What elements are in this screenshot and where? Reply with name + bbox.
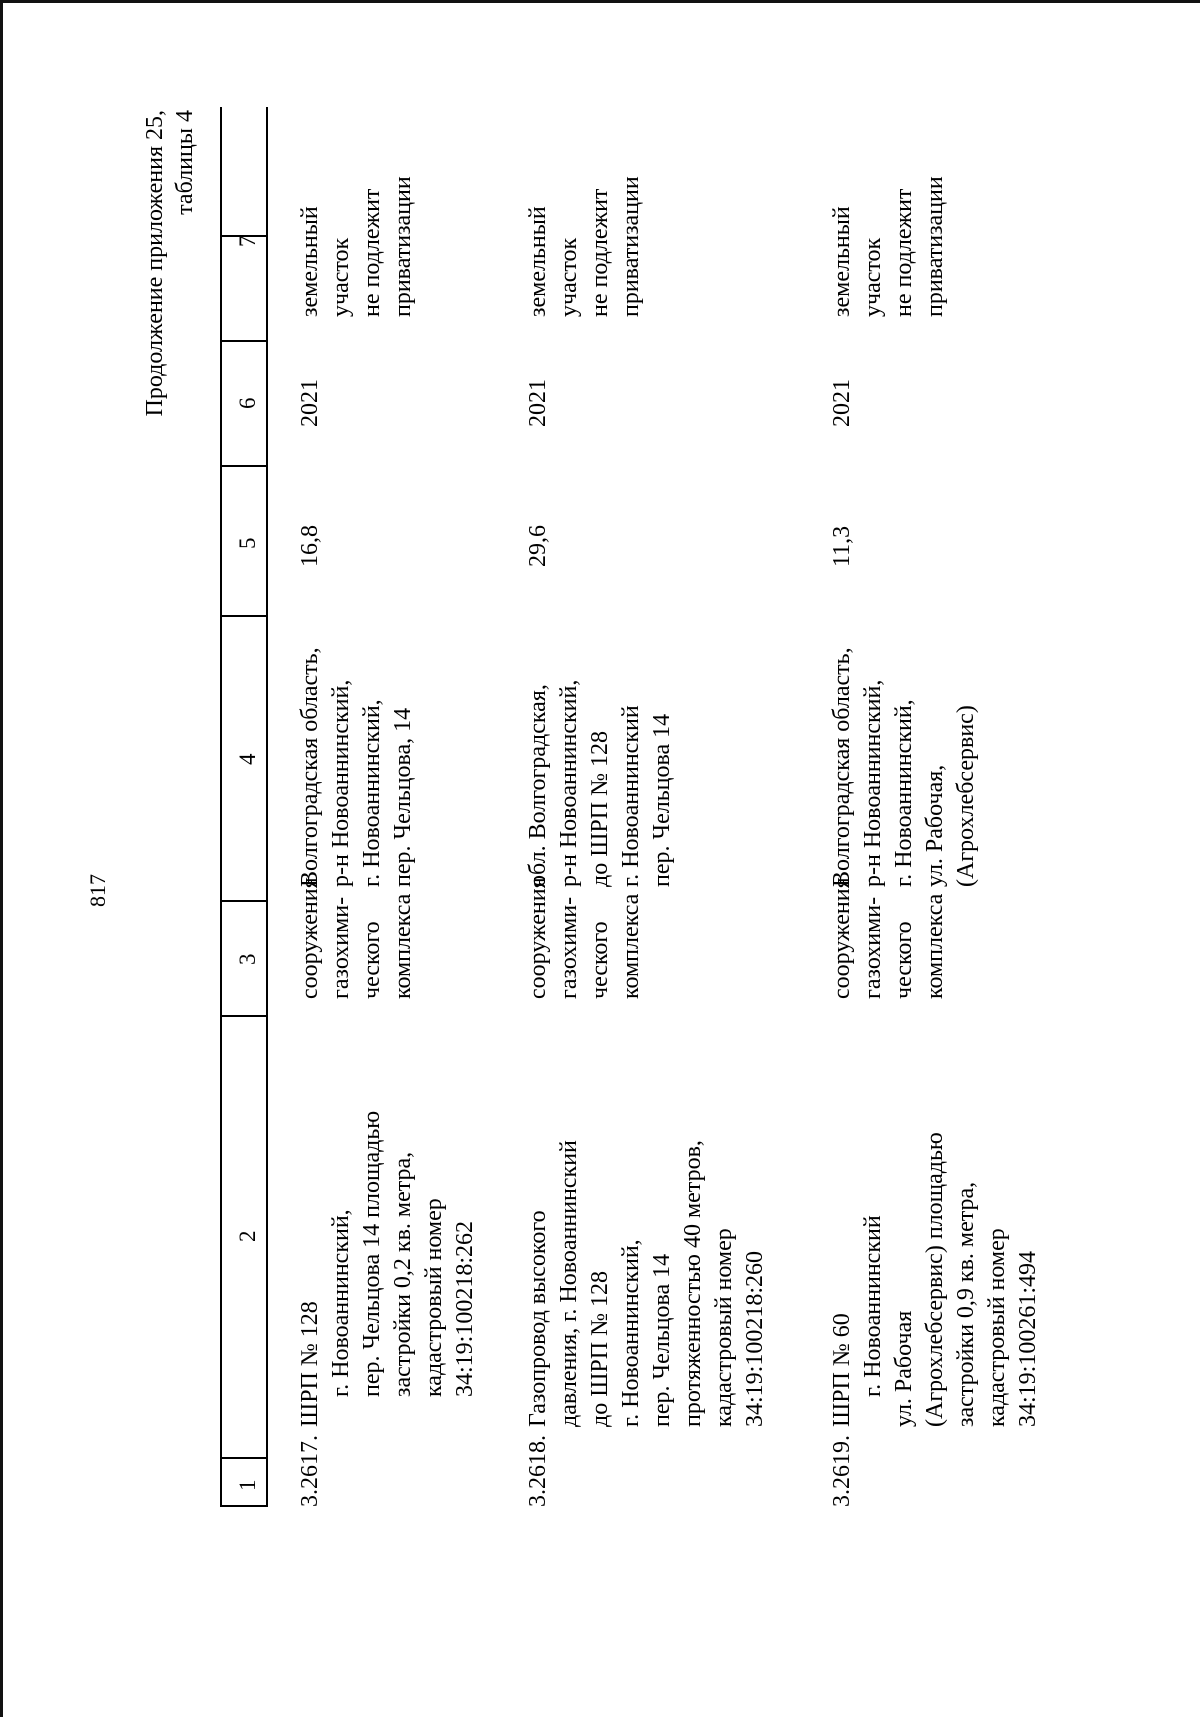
header-col-3: 3 [235, 953, 260, 965]
header-col-4: 4 [235, 753, 260, 765]
row-number: 3.2617. [297, 1435, 323, 1507]
row-value-5: 16,8 [297, 525, 323, 567]
row-object-type: сооружения газохими- ческого комплекса [525, 877, 644, 999]
header-col-6: 6 [235, 397, 260, 409]
row-note: земельный участок не подлежит приватизации [525, 176, 644, 317]
continuation-line-2: таблицы 4 [172, 110, 198, 215]
header-col-7: 7 [235, 235, 260, 247]
row-number: 3.2619. [829, 1435, 855, 1507]
row-object-description: ШРП № 60 г. Новоаннинский ул. Рабочая (Агрохлебсервис) площадью застройки 0,9 кв. метра, кадастровый номер 34:19:100261:494 [829, 1132, 1041, 1427]
row-note: земельный участок не подлежит приватизации [297, 176, 416, 317]
row-note: земельный участок не подлежит приватизации [829, 176, 948, 317]
col-divider-4 [220, 900, 268, 902]
col-divider-2 [220, 1457, 268, 1459]
row-object-description: Газопровод высокого давления, г. Новоаннинский до ШРП № 128 г. Новоаннинский, пер. Чельцова 14 протяженностью 40 метров, кадастровый номер 34:19:100218:260 [525, 1140, 768, 1427]
col-divider-3 [220, 1015, 268, 1017]
header-col-2: 2 [235, 1230, 260, 1242]
row-value-5: 11,3 [829, 525, 855, 567]
col-divider-7 [220, 340, 268, 342]
row-object-type: сооружения газохими- ческого комплекса [829, 877, 948, 999]
row-value-5: 29,6 [525, 525, 551, 567]
header-col-5: 5 [235, 537, 260, 549]
row-number: 3.2618. [525, 1435, 551, 1507]
row-address: обл. Волгоградская, р-н Новоаннинский, до ШРП № 128 г. Новоаннинский пер. Чельцова 14 [525, 679, 675, 887]
col-divider-5 [220, 615, 268, 617]
table-header-bottom-border [266, 107, 268, 1507]
continuation-note [140, 110, 200, 416]
continuation-line-1: Продолжение приложения 25, [142, 110, 168, 417]
table-top-border [220, 107, 222, 1507]
row-address: Волгоградская область, р-н Новоаннинский, г. Новоаннинский, пер. Чельцова, 14 [297, 647, 416, 887]
col-divider-6 [220, 465, 268, 467]
row-year: 2021 [829, 379, 855, 427]
header-col-1: 1 [235, 1479, 260, 1491]
row-year: 2021 [297, 379, 323, 427]
page-number: 817 [85, 874, 110, 907]
col-divider-1 [220, 1505, 268, 1507]
row-year: 2021 [525, 379, 551, 427]
row-object-type: сооружения газохими- ческого комплекса [297, 877, 416, 999]
row-address: Волгоградская область, р-н Новоаннинский, г. Новоаннинский, ул. Рабочая, (Агрохлебсервис) [829, 647, 979, 887]
row-object-description: ШРП № 128 г. Новоаннинский, пер. Чельцова 14 площадью застройки 0,2 кв. метра, кадастровый номер 34:19:100218:262 [297, 1110, 478, 1427]
